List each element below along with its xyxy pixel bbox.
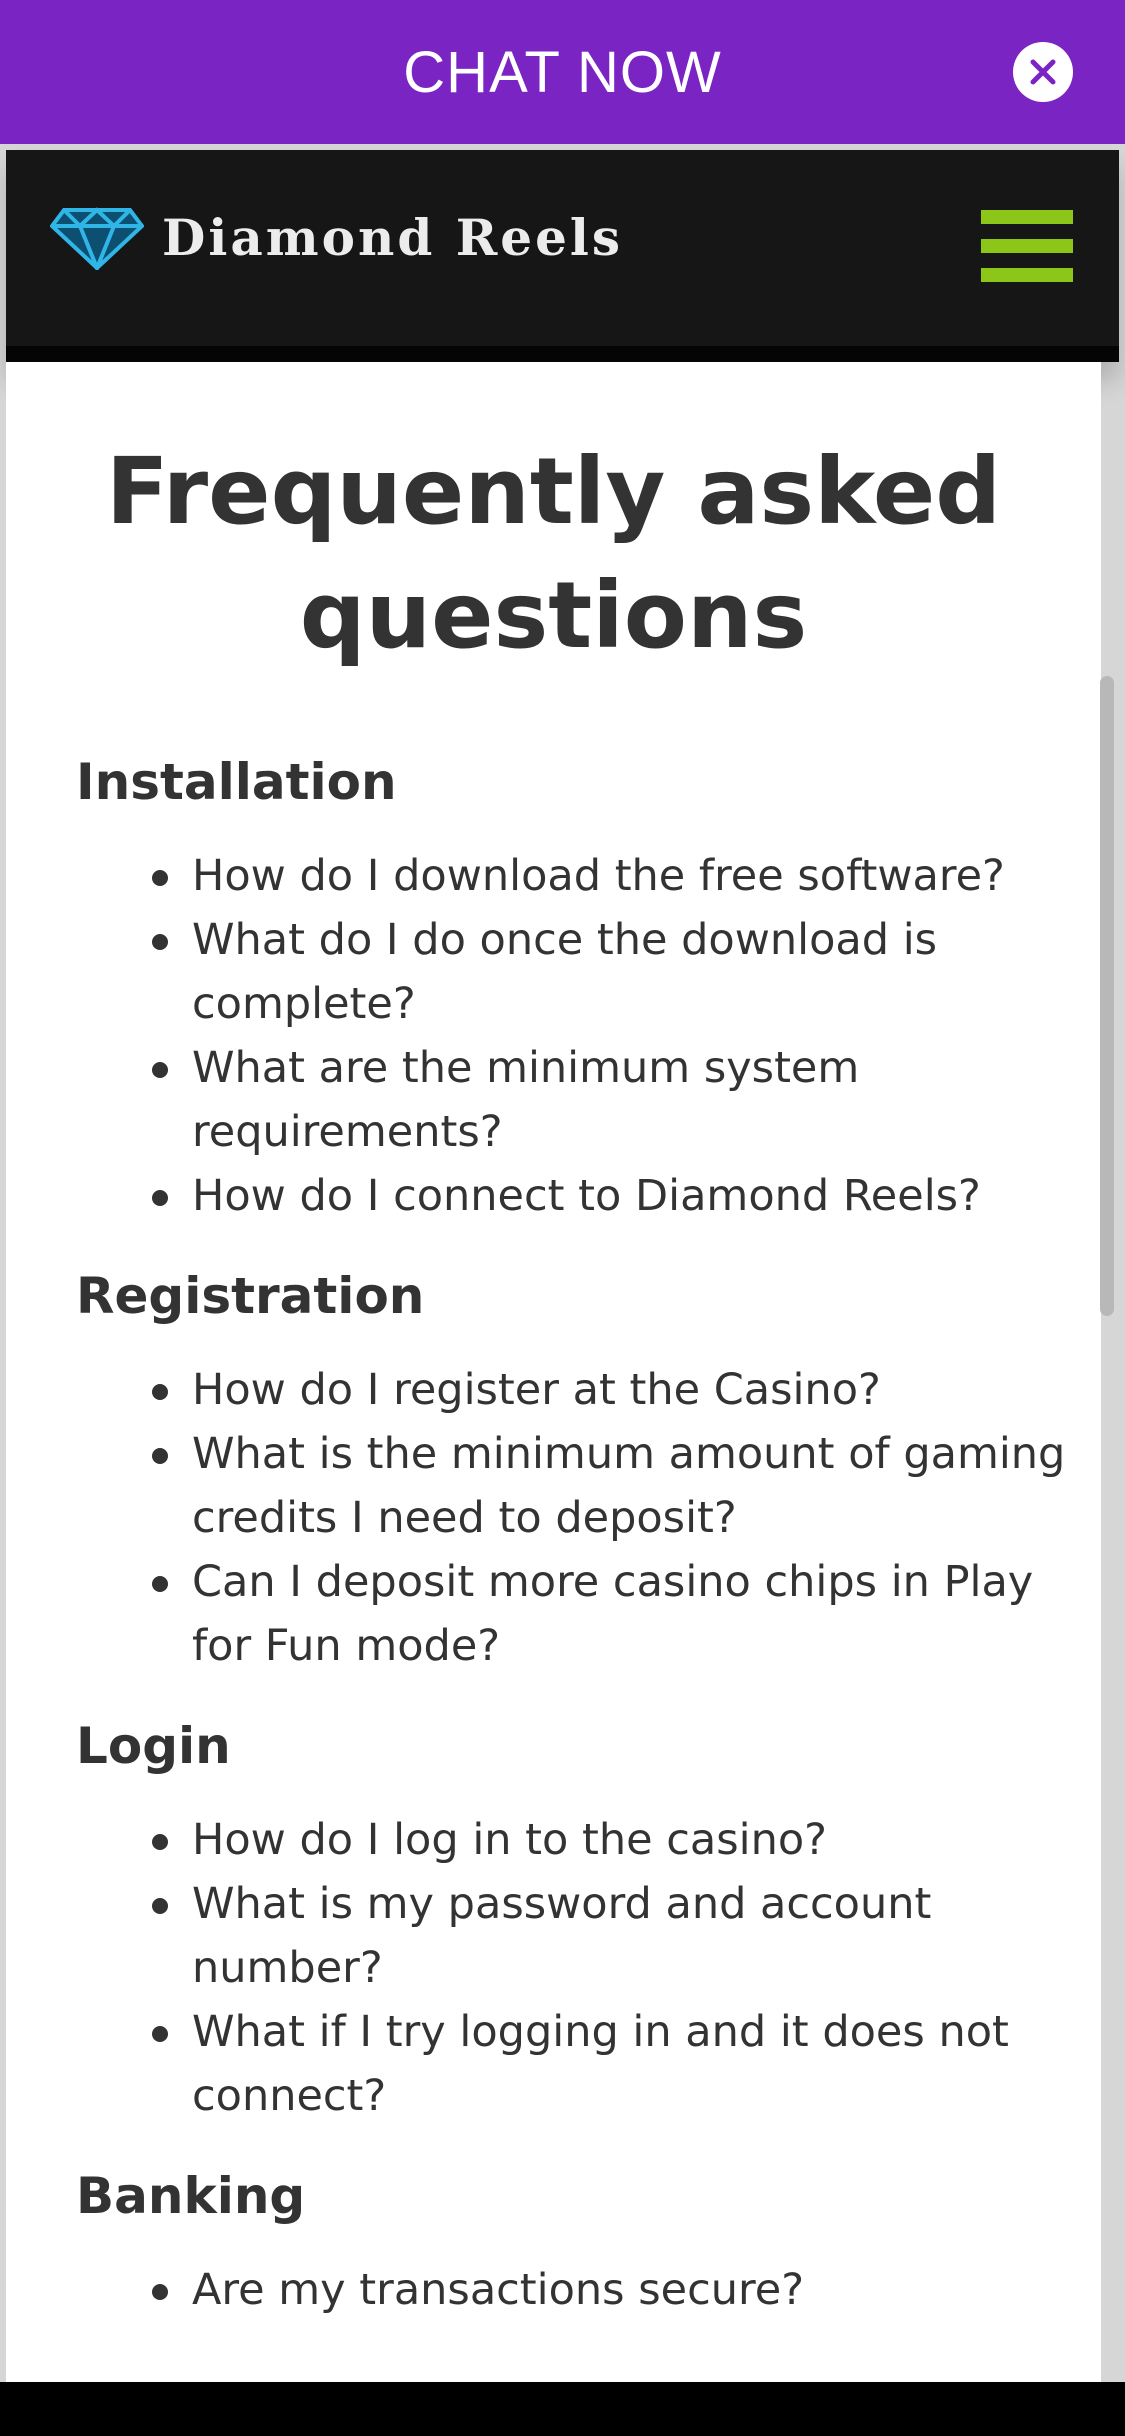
- faq-question-link[interactable]: What do I do once the download is complete?: [192, 908, 1092, 1036]
- faq-question-list: [76, 1358, 1066, 1678]
- site-header: [6, 150, 1119, 362]
- faq-section-title: Installation: [76, 753, 397, 811]
- faq-question-link[interactable]: What is my password and account number?: [192, 1872, 1092, 2000]
- page-title: Frequently asked questions: [105, 438, 1002, 669]
- site-logo[interactable]: [50, 204, 623, 270]
- hamburger-menu-icon[interactable]: [981, 210, 1073, 282]
- faq-question-link[interactable]: How do I log in to the casino?: [192, 1808, 1092, 1872]
- system-bottom-bar: [0, 2382, 1125, 2436]
- faq-question-link[interactable]: Are my transactions secure?: [192, 2258, 1092, 2322]
- logo-text: Diamond Reels: [162, 207, 624, 267]
- faq-question-link[interactable]: How do I download the free software?: [192, 844, 1092, 908]
- faq-question-list: [76, 844, 1061, 1228]
- faq-section-title: Login: [76, 1717, 231, 1775]
- scrollbar[interactable]: [1100, 676, 1114, 1316]
- faq-question-link[interactable]: What if I try logging in and it does not connect?: [192, 2000, 1092, 2128]
- faq-question-link[interactable]: Can I deposit more casino chips in Play for Fun mode?: [192, 1550, 1092, 1678]
- faq-section-title: Banking: [76, 2167, 306, 2225]
- faq-question-list: [76, 1808, 1061, 2128]
- main-content: [6, 362, 1101, 2382]
- faq-question-list: [76, 2258, 1061, 2322]
- chat-now-button[interactable]: CHAT NOW: [403, 39, 722, 105]
- chat-now-bar[interactable]: [0, 0, 1125, 144]
- faq-question-link[interactable]: How do I connect to Diamond Reels?: [192, 1164, 1092, 1228]
- close-icon[interactable]: [1013, 42, 1073, 102]
- faq-question-link[interactable]: How do I register at the Casino?: [192, 1358, 1092, 1422]
- diamond-icon: [50, 204, 144, 270]
- faq-list: [6, 742, 1101, 2322]
- faq-question-link[interactable]: What is the minimum amount of gaming credits I need to deposit?: [192, 1422, 1092, 1550]
- faq-section-title: Registration: [76, 1267, 425, 1325]
- faq-question-link[interactable]: What are the minimum system requirements?: [192, 1036, 1092, 1164]
